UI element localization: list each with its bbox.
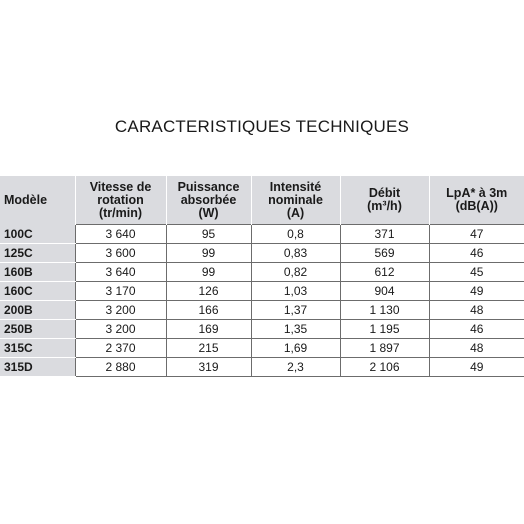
current-cell: 1,37 xyxy=(251,301,340,320)
table-row xyxy=(0,225,524,244)
header-current xyxy=(251,176,340,225)
speed-cell: 3 640 xyxy=(75,225,166,244)
power-cell: 95 xyxy=(166,225,251,244)
power-cell: 126 xyxy=(166,282,251,301)
current-cell: 0,8 xyxy=(251,225,340,244)
speed-cell: 2 370 xyxy=(75,339,166,358)
model-cell: 160B xyxy=(0,263,75,282)
speed-cell: 3 640 xyxy=(75,263,166,282)
power-cell: 99 xyxy=(166,244,251,263)
header-line: Débit xyxy=(368,186,401,200)
noise-cell: 46 xyxy=(429,320,524,339)
current-cell: 0,82 xyxy=(251,263,340,282)
table-row xyxy=(0,339,524,358)
speed-cell: 3 600 xyxy=(75,244,166,263)
power-cell: 169 xyxy=(166,320,251,339)
power-cell: 215 xyxy=(166,339,251,358)
header-line: (tr/min) xyxy=(98,205,143,220)
model-cell: 315C xyxy=(0,339,75,358)
noise-cell: 48 xyxy=(429,301,524,320)
speed-cell: 3 170 xyxy=(75,282,166,301)
table-body xyxy=(0,225,524,377)
page-title: CARACTERISTIQUES TECHNIQUES xyxy=(114,117,410,136)
flow-cell: 569 xyxy=(340,244,429,263)
header-line: absorbée xyxy=(180,192,237,207)
header-line: (m³/h) xyxy=(367,199,402,213)
flow-cell: 2 106 xyxy=(340,358,429,377)
current-cell: 1,69 xyxy=(251,339,340,358)
speed-cell: 3 200 xyxy=(75,320,166,339)
table-row xyxy=(0,244,524,263)
current-cell: 1,35 xyxy=(251,320,340,339)
flow-cell: 904 xyxy=(340,282,429,301)
noise-cell: 49 xyxy=(429,282,524,301)
header-line: nominale xyxy=(268,192,323,207)
model-cell: 100C xyxy=(0,225,75,244)
header-line: (A) xyxy=(286,205,305,220)
current-cell: 2,3 xyxy=(251,358,340,377)
spec-table xyxy=(0,176,524,377)
model-cell: 200B xyxy=(0,301,75,320)
noise-cell: 46 xyxy=(429,244,524,263)
header-line: (W) xyxy=(198,205,219,220)
header-noise xyxy=(429,176,524,225)
table-header xyxy=(0,176,524,225)
power-cell: 166 xyxy=(166,301,251,320)
current-cell: 0,83 xyxy=(251,244,340,263)
header-line: Puissance xyxy=(177,179,240,194)
table-row xyxy=(0,358,524,377)
power-cell: 99 xyxy=(166,263,251,282)
header-line: rotation xyxy=(97,192,144,207)
header-line: Intensité xyxy=(269,179,322,194)
current-cell: 1,03 xyxy=(251,282,340,301)
speed-cell: 2 880 xyxy=(75,358,166,377)
model-cell: 125C xyxy=(0,244,75,263)
header-line: Modèle xyxy=(4,192,48,207)
flow-cell: 371 xyxy=(340,225,429,244)
flow-cell: 1 130 xyxy=(340,301,429,320)
noise-cell: 45 xyxy=(429,263,524,282)
table-row xyxy=(0,282,524,301)
table-row xyxy=(0,320,524,339)
model-cell: 250B xyxy=(0,320,75,339)
noise-cell: 48 xyxy=(429,339,524,358)
header-line: Vitesse de xyxy=(89,179,152,194)
noise-cell: 47 xyxy=(429,225,524,244)
flow-cell: 1 195 xyxy=(340,320,429,339)
header-model xyxy=(0,176,75,225)
table-row xyxy=(0,263,524,282)
noise-cell: 49 xyxy=(429,358,524,377)
model-cell: 160C xyxy=(0,282,75,301)
table-row xyxy=(0,301,524,320)
power-cell: 319 xyxy=(166,358,251,377)
header-speed xyxy=(75,176,166,225)
header-line: (dB(A)) xyxy=(455,199,498,213)
flow-cell: 612 xyxy=(340,263,429,282)
header-power xyxy=(166,176,251,225)
header-flow xyxy=(340,176,429,225)
flow-cell: 1 897 xyxy=(340,339,429,358)
model-cell: 315D xyxy=(0,358,75,377)
header-row xyxy=(0,176,524,225)
header-line: LpA* à 3m xyxy=(446,186,508,200)
speed-cell: 3 200 xyxy=(75,301,166,320)
